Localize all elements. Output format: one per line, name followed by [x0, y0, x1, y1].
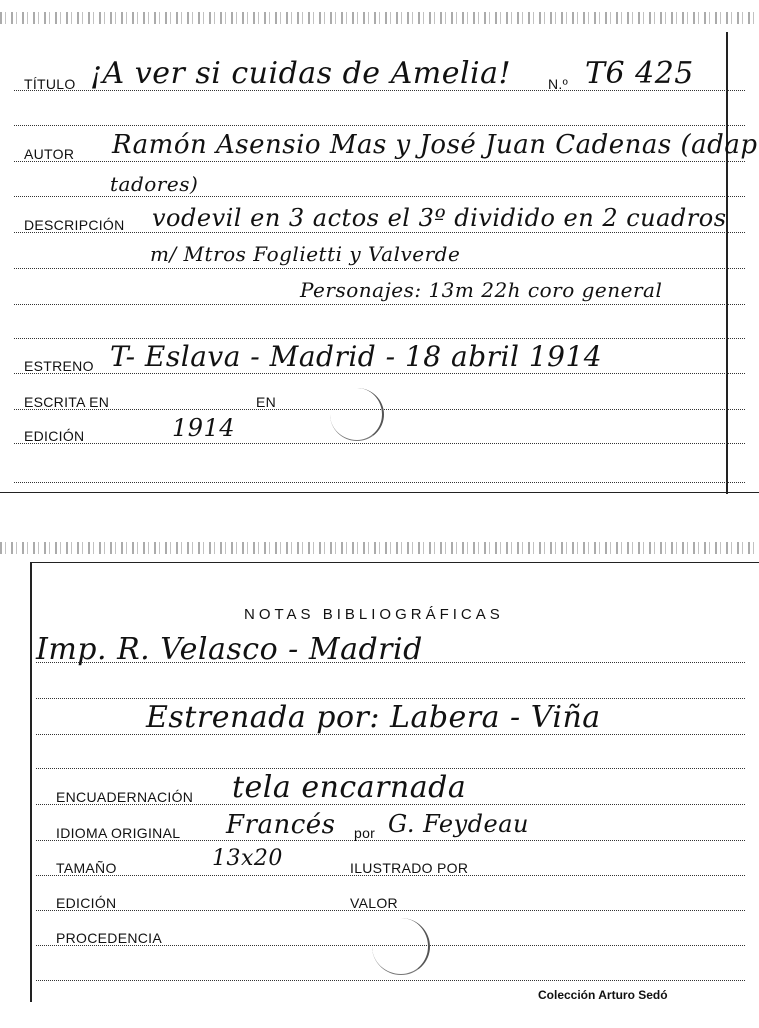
estreno-label: ESTRENO [24, 358, 94, 374]
descripcion-line-1: vodevil en 3 actos el 3º dividido en 2 cuadros [152, 204, 727, 232]
encuadernacion-value: tela encarnada [232, 770, 467, 805]
notas-heading: NOTAS BIBLIOGRÁFICAS [244, 606, 504, 623]
blank-line-1 [14, 125, 745, 126]
left-border [30, 562, 32, 1002]
descripcion-line-3: Personajes: 13m 22h coro general [300, 278, 663, 302]
blank-line-6 [36, 980, 745, 981]
catalog-card-back [0, 540, 759, 1028]
autor-cont-line [14, 196, 745, 197]
edicion-line [14, 443, 745, 444]
edicion-label: EDICIÓN [24, 428, 85, 444]
blank-line-4 [36, 698, 745, 699]
idioma-label: IDIOMA ORIGINAL [56, 825, 181, 841]
numero-value: T6 425 [585, 56, 694, 91]
estreno-value: T- Eslava - Madrid - 18 abril 1914 [110, 340, 603, 373]
punch-hole-mark-2 [372, 918, 430, 975]
escrita-en-label: ESCRITA EN [24, 394, 110, 410]
procedencia-label: PROCEDENCIA [56, 930, 162, 946]
nota-1: Imp. R. Velasco - Madrid [36, 632, 423, 667]
descripcion-label: DESCRIPCIÓN [24, 217, 125, 233]
estreno-line [14, 373, 745, 374]
por-value: G. Feydeau [388, 810, 530, 838]
blank-line-3 [14, 482, 745, 483]
ilustrado-label: ILUSTRADO POR [350, 860, 469, 876]
descripcion-line-2-rule [14, 268, 745, 269]
tamano-value: 13x20 [212, 846, 283, 871]
por-label: por [354, 825, 376, 841]
bottom-rule [0, 492, 759, 493]
autor-line [14, 161, 745, 162]
descripcion-line-3-rule [14, 304, 745, 305]
valor-label: VALOR [350, 895, 398, 911]
catalog-card-front [0, 0, 759, 500]
idioma-value: Francés [226, 810, 336, 840]
edicion-label-2: EDICIÓN [56, 895, 117, 911]
escrita-en-lugar-label: EN [256, 394, 277, 410]
top-rule [30, 562, 759, 563]
top-edge-texture [0, 12, 759, 24]
autor-value: Ramón Asensio Mas y José Juan Cadenas (adap [112, 130, 758, 160]
right-border [726, 32, 728, 494]
tamano-label: TAMAÑO [56, 860, 117, 876]
encuadernacion-label: ENCUADERNACIÓN [56, 789, 194, 805]
titulo-label: TÍTULO [24, 76, 76, 92]
autor-value-cont: tadores) [110, 172, 199, 196]
autor-label: AUTOR [24, 146, 75, 162]
descripcion-line-2: m/ Mtros Foglietti y Valverde [150, 242, 461, 266]
punch-hole-mark [330, 388, 384, 441]
top-edge-texture-2 [0, 542, 759, 554]
collection-footer: Colección Arturo Sedó [538, 988, 668, 1002]
blank-line-5 [36, 768, 745, 769]
nota-2: Estrenada por: Labera - Viña [146, 700, 601, 735]
numero-label: N.º [548, 76, 569, 92]
blank-line-2 [14, 338, 745, 339]
edicion-value: 1914 [172, 414, 236, 442]
titulo-value: ¡A ver si cuidas de Amelia! [90, 56, 512, 91]
